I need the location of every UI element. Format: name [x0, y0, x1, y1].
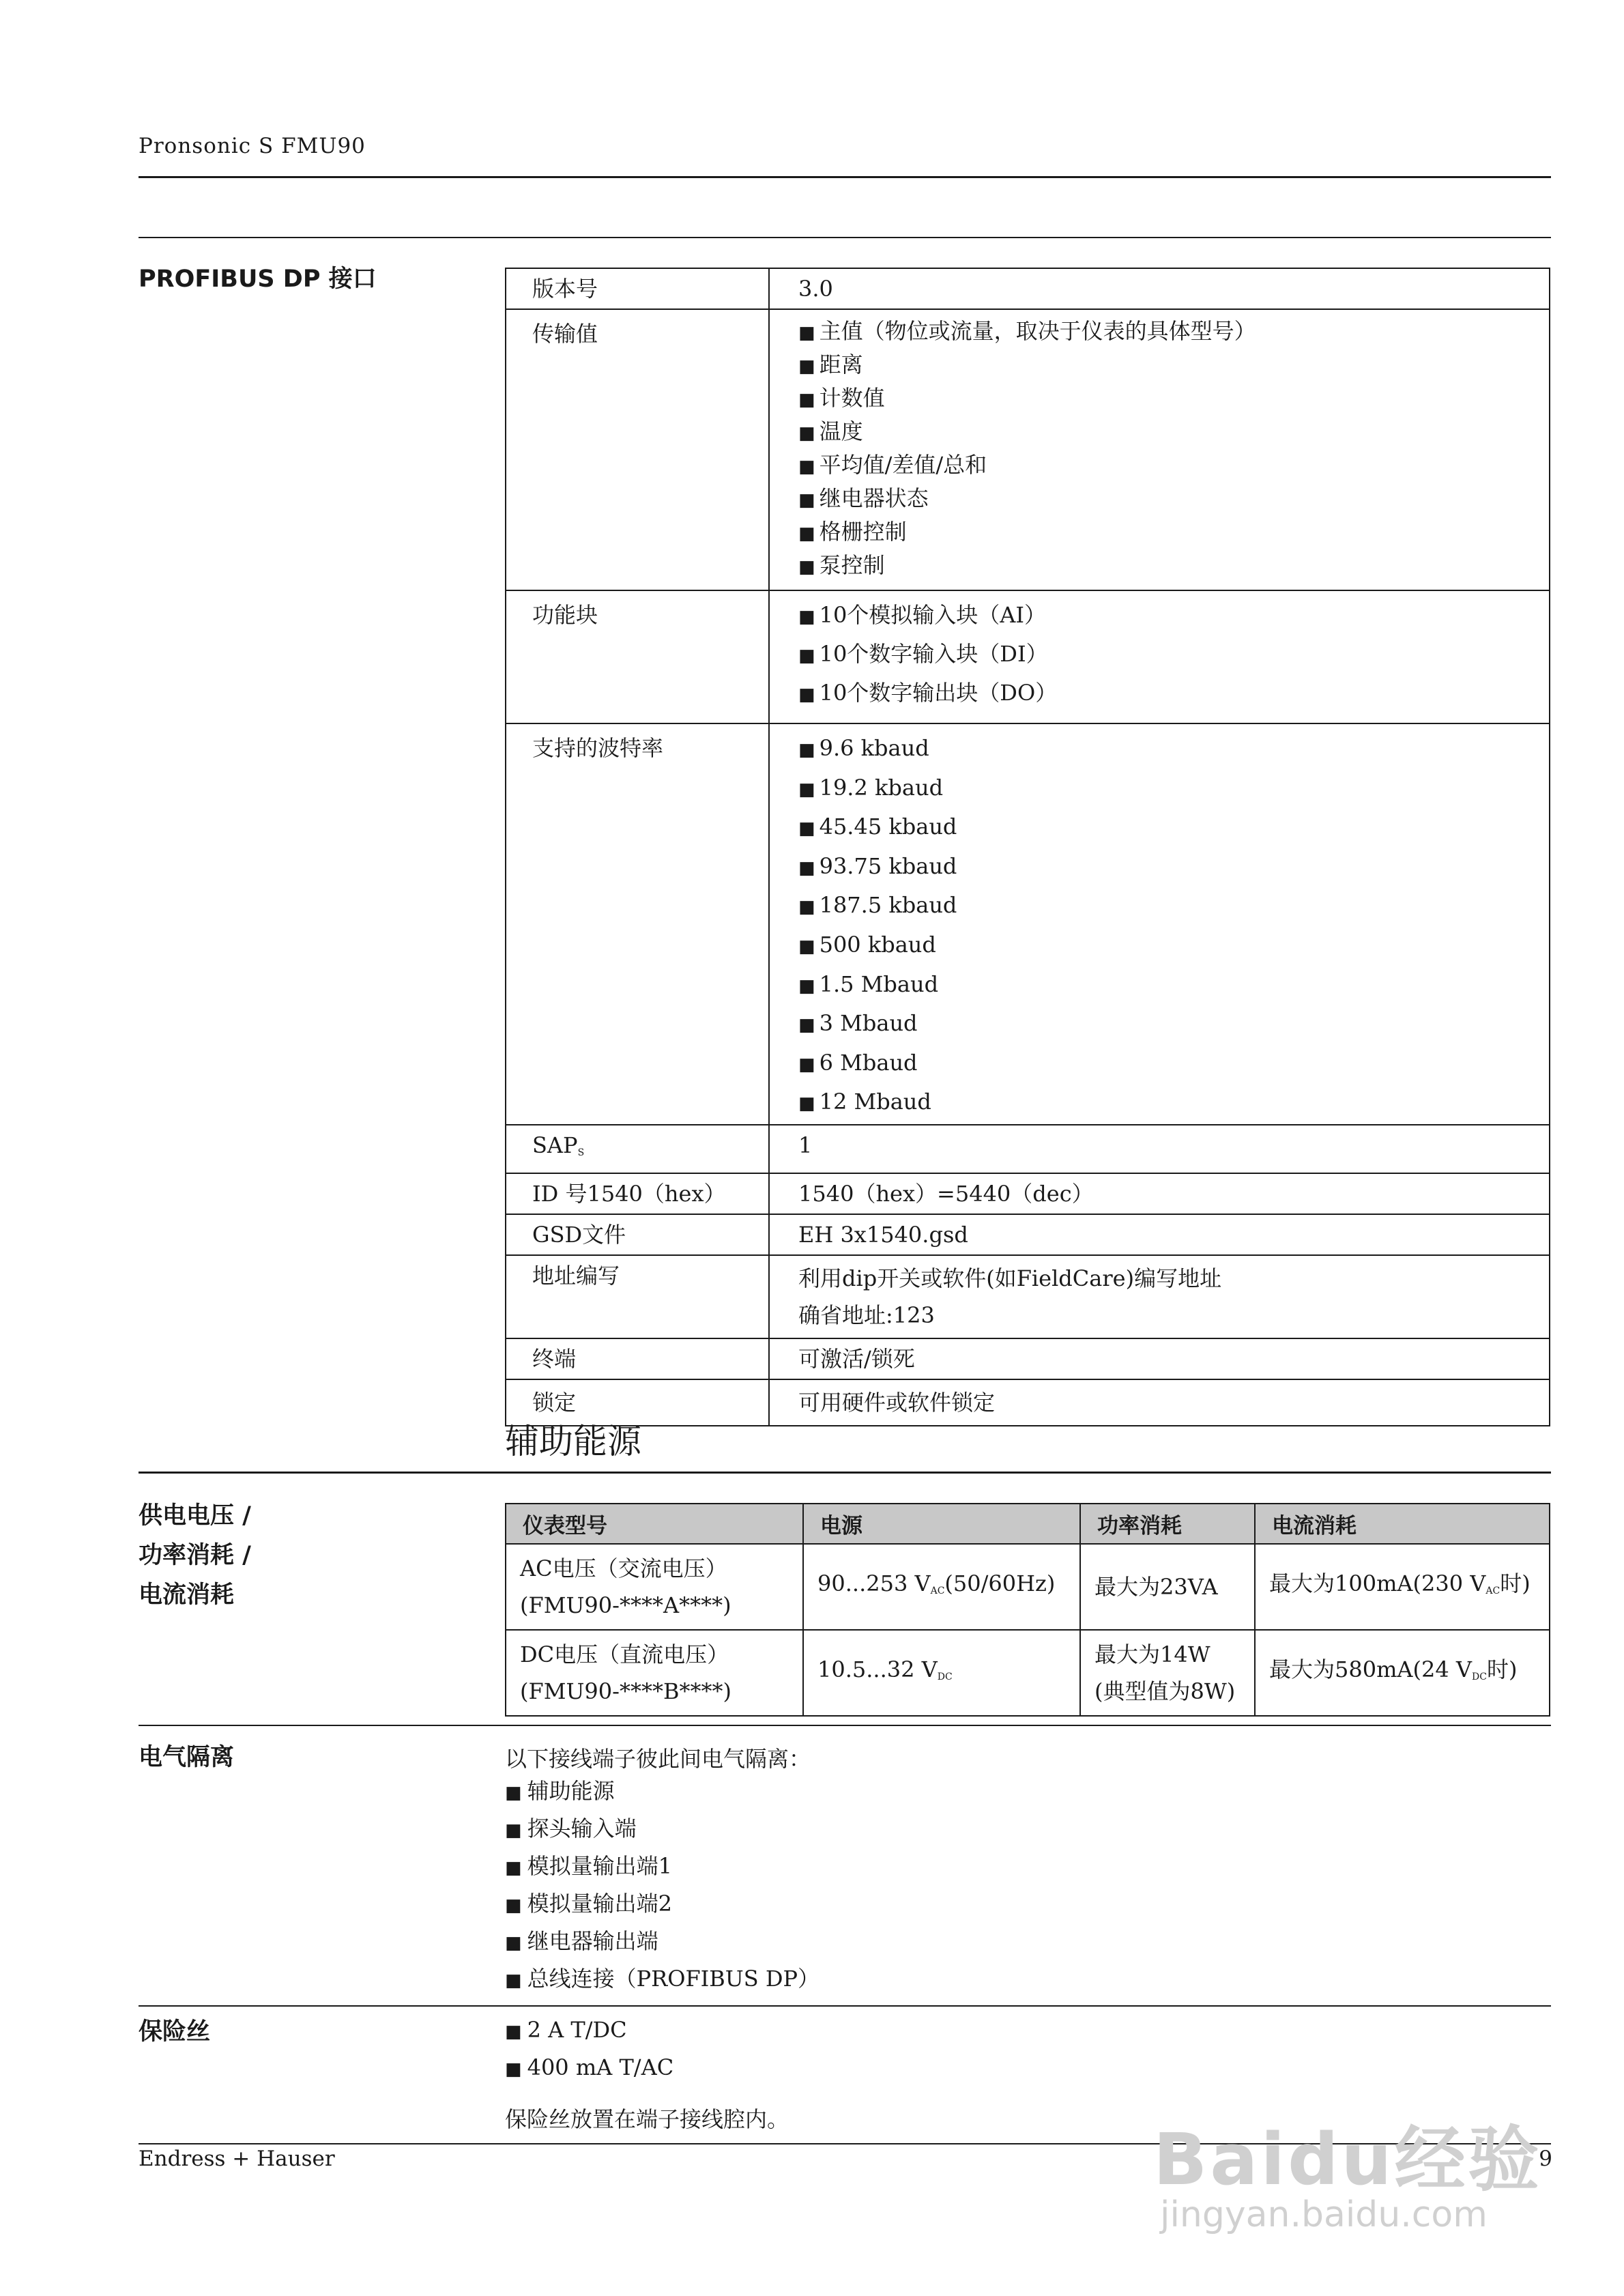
list-item: ■ 12 Mbaud: [798, 1083, 1538, 1123]
list-item: ■ 模拟量输出端1: [505, 1848, 820, 1886]
list-item: ■ 93.75 kbaud: [798, 848, 1538, 887]
list-item: ■ 总线连接（PROFIBUS DP）: [505, 1961, 820, 1998]
row-key: GSD文件: [506, 1214, 769, 1255]
row-key: 功能块: [506, 590, 769, 723]
list-item: ■ 400 mA T/AC: [505, 2050, 673, 2087]
row-key: 地址编写: [506, 1255, 769, 1338]
row-value: 3.0: [769, 268, 1550, 309]
list-item: ■ 3 Mbaud: [798, 1005, 1538, 1044]
list-item: ■ 模拟量输出端2: [505, 1886, 820, 1923]
profibus-label: PROFIBUS DP 接口: [139, 266, 377, 293]
power-cell: 最大为23VA: [1080, 1544, 1255, 1630]
column-header: 电流消耗: [1255, 1504, 1550, 1544]
isolation-list: [505, 1773, 820, 1998]
table-row: [506, 1255, 1550, 1338]
isolation-intro: 以下接线端子彼此间电气隔离：: [505, 1746, 811, 1772]
table-row: [506, 723, 1550, 1125]
fuse-label: 保险丝: [139, 2018, 211, 2046]
section-rule: [139, 1472, 1551, 1474]
list-item: ■ 187.5 kbaud: [798, 887, 1538, 926]
table-row: [506, 1173, 1550, 1214]
list-item: ■ 计数值: [798, 382, 1538, 416]
list-item: ■ 格栅控制: [798, 516, 1538, 549]
table-row: [506, 1630, 1550, 1716]
list-item: ■ 6 Mbaud: [798, 1044, 1538, 1084]
list-item: ■ 辅助能源: [505, 1773, 820, 1811]
row-key: 版本号: [506, 268, 769, 309]
table-row: [506, 1338, 1550, 1379]
table-row: [506, 268, 1550, 309]
row-value: 1: [769, 1125, 1550, 1173]
list-item: ■ 泵控制: [798, 549, 1538, 583]
table-row: [506, 1544, 1550, 1630]
row-key: $SAP_S$: [506, 1125, 769, 1173]
isolation-label: 电气隔离: [139, 1744, 235, 1771]
row-value: 可激活/锁死: [769, 1338, 1550, 1379]
list-item: ■ 探头输入端: [505, 1811, 820, 1848]
header-rule: [139, 176, 1551, 178]
list-item: ■ 9.6 kbaud: [798, 730, 1538, 769]
watermark-logo: Baidu经验: [1153, 2118, 1542, 2201]
table-row: [506, 1214, 1550, 1255]
list-item: ■ 500 kbaud: [798, 926, 1538, 966]
column-header: 电源: [803, 1504, 1080, 1544]
table-row: [506, 590, 1550, 723]
list-item: ■ 45.45 kbaud: [798, 808, 1538, 848]
row-value: [769, 309, 1550, 590]
list-item: ■ 1.5 Mbaud: [798, 966, 1538, 1005]
section-title: 辅助能源: [505, 1422, 641, 1461]
list-item: ■ 2 A T/DC: [505, 2012, 673, 2050]
table-row: [506, 1379, 1550, 1426]
section-rule: [139, 1725, 1551, 1726]
row-key: 锁定: [506, 1379, 769, 1426]
list-item: ■ 10个数字输入块（DI）: [798, 635, 1538, 674]
current-cell: 最大为100mA(230 $V_{AC}$时): [1255, 1544, 1550, 1630]
list-item: ■ 10个模拟输入块（AI）: [798, 597, 1538, 635]
list-item: ■ 主值（物位或流量，取决于仪表的具体型号）: [798, 315, 1538, 349]
row-value: 1540（hex）=5440（dec）: [769, 1173, 1550, 1214]
power-table: [505, 1503, 1550, 1717]
model-cell: AC电压（交流电压） (FMU90-****A****): [506, 1544, 803, 1630]
section-rule: [139, 2005, 1551, 2007]
list-item: ■ 继电器输出端: [505, 1923, 820, 1961]
list-item: ■ 平均值/差值/总和: [798, 449, 1538, 483]
profibus-table: [505, 268, 1550, 1426]
power-cell: 最大为14W (典型值为8W): [1080, 1630, 1255, 1716]
fuse-list: [505, 2012, 673, 2087]
address-default: 确省地址:123: [798, 1302, 935, 1328]
address-line: 利用dip开关或软件(如FieldCare)编写地址: [798, 1265, 1222, 1291]
footer-brand: Endress + Hauser: [139, 2147, 335, 2171]
row-value: [769, 590, 1550, 723]
row-key: ID 号1540（hex）: [506, 1173, 769, 1214]
fuse-note: 保险丝放置在端子接线腔内。: [505, 2106, 789, 2132]
supply-cell: 90...253 $V_{AC}(50/60Hz)$: [803, 1544, 1080, 1630]
row-value: [769, 1255, 1550, 1338]
current-cell: 最大为580mA(24 $V_{DC}$时): [1255, 1630, 1550, 1716]
list-item: ■ 继电器状态: [798, 483, 1538, 516]
power-label: 供电电压 / 功率消耗 / 电流消耗: [139, 1502, 251, 1609]
table-row: [506, 1125, 1550, 1173]
table-row: [506, 309, 1550, 590]
running-header: Pronsonic S FMU90: [139, 134, 366, 158]
row-value: [769, 723, 1550, 1125]
row-key: 终端: [506, 1338, 769, 1379]
row-key: 支持的波特率: [506, 723, 769, 1125]
section-rule: [139, 237, 1551, 238]
list-item: ■ 19.2 kbaud: [798, 769, 1538, 809]
row-value: 可用硬件或软件锁定: [769, 1379, 1550, 1426]
table-header-row: [506, 1504, 1550, 1544]
model-cell: DC电压（直流电压） (FMU90-****B****): [506, 1630, 803, 1716]
list-item: ■ 10个数字输出块（DO）: [798, 674, 1538, 713]
list-item: ■ 距离: [798, 349, 1538, 382]
column-header: 仪表型号: [506, 1504, 803, 1544]
watermark-url: jingyan.baidu.com: [1160, 2194, 1488, 2235]
page-number: 9: [1539, 2147, 1552, 2171]
supply-cell: 10.5...32 $V_{DC}$: [803, 1630, 1080, 1716]
list-item: ■ 温度: [798, 416, 1538, 449]
row-value: EH 3x1540.gsd: [769, 1214, 1550, 1255]
column-header: 功率消耗: [1080, 1504, 1255, 1544]
row-key: 传输值: [506, 309, 769, 590]
